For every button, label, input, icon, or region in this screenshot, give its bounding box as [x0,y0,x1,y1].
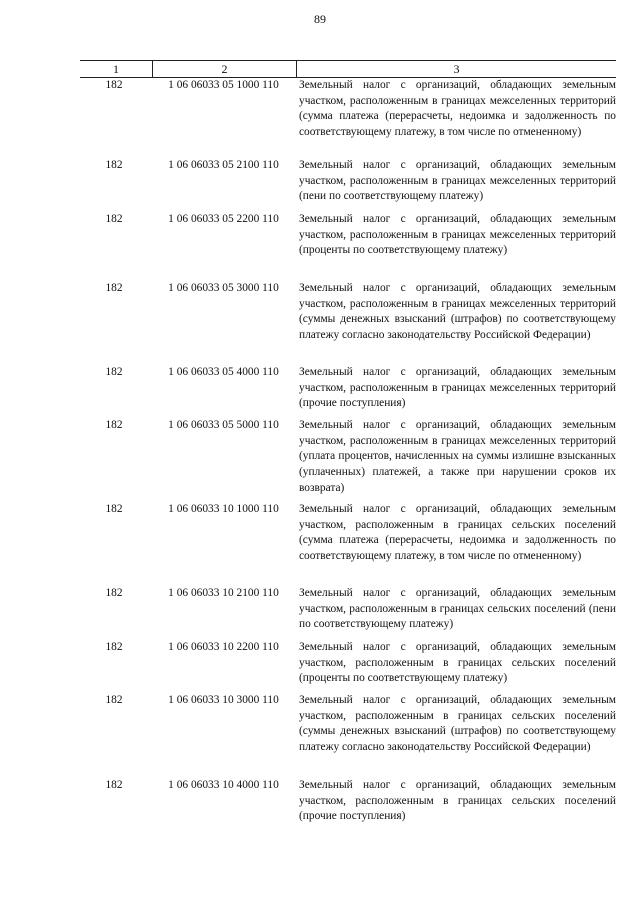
budget-code: 1 06 06033 10 3000 110 [168,694,279,706]
admin-code: 182 [105,366,123,378]
admin-code: 182 [105,587,123,599]
budget-code: 1 06 06033 10 2200 110 [168,641,279,653]
budget-code: 1 06 06033 05 3000 110 [168,282,279,294]
admin-code: 182 [105,79,123,91]
admin-code: 182 [105,159,123,171]
income-description: Земельный налог с организаций, обладающих земельным участком, расположенным в границах межселенных территорий (уплата процентов, начисленных на суммы излишне взысканных (уплаченных) платежей, а также при нарушении сроков их возврата) [299,419,616,494]
header-col-3: 3 [296,61,616,77]
admin-code: 182 [105,641,123,653]
admin-code: 182 [105,779,123,791]
budget-code: 1 06 06033 05 2200 110 [168,213,279,225]
table-row [80,281,616,365]
table-row [80,586,616,640]
income-description: Земельный налог с организаций, обладающих земельным участком, расположенным в границах межселенных территорий (пени по соответствующему платежу) [299,159,616,203]
income-description: Земельный налог с организаций, обладающих земельным участком, расположенным в границах сельских поселений (пени по соответствующему платежу) [299,587,616,631]
table-row [80,640,616,693]
header-col-1: 1 [113,62,119,76]
income-description: Земельный налог с организаций, обладающих земельным участком, расположенным в границах межселенных территорий (проценты по соответствующему платежу) [299,213,616,257]
admin-code: 182 [105,282,123,294]
page-number: 89 [314,12,326,26]
budget-code: 1 06 06033 10 4000 110 [168,779,279,791]
admin-code: 182 [105,419,123,431]
budget-code: 1 06 06033 10 2100 110 [168,587,279,599]
admin-code: 182 [105,503,123,515]
budget-code: 1 06 06033 05 1000 110 [168,79,279,91]
header-col-2: 2 [152,61,296,77]
budget-code: 1 06 06033 05 5000 110 [168,419,279,431]
table-row [80,418,616,502]
income-description: Земельный налог с организаций, обладающих земельным участком, расположенным в границах межселенных территорий (сумма платежа (перерасчеты, недоимка и задолженность по соответствующему платежу, в том числе по отмененному) [299,79,616,139]
budget-code: 1 06 06033 05 2100 110 [168,159,279,171]
income-description: Земельный налог с организаций, обладающих земельным участком, расположенным в границах сельских поселений (сумма платежа (перерасчеты, недоимка и задолженность по соответствующему платежу, в том числе по отмененному) [299,503,616,563]
revenue-codes-table [80,60,616,832]
income-description: Земельный налог с организаций, обладающих земельным участком, расположенным в границах сельских поселений (прочие поступления) [299,779,616,823]
table-header [80,60,616,78]
table-row [80,158,616,212]
income-description: Земельный налог с организаций, обладающих земельным участком, расположенным в границах сельских поселений (суммы денежных взысканий (штрафов) по соответствующему платежу согласно законодательству Российской Федерации) [299,694,616,754]
table-row [80,78,616,158]
income-description: Земельный налог с организаций, обладающих земельным участком, расположенным в границах межселенных территорий (суммы денежных взысканий (штрафов) по соответствующему платежу согласно законодательству Российской Федерации) [299,282,616,342]
table-row [80,365,616,418]
table-row [80,693,616,778]
table-row [80,502,616,586]
budget-code: 1 06 06033 05 4000 110 [168,366,279,378]
table-row [80,212,616,281]
income-description: Земельный налог с организаций, обладающих земельным участком, расположенным в границах межселенных территорий (прочие поступления) [299,366,616,410]
income-description: Земельный налог с организаций, обладающих земельным участком, расположенным в границах сельских поселений (проценты по соответствующему платежу) [299,641,616,685]
admin-code: 182 [105,213,123,225]
budget-code: 1 06 06033 10 1000 110 [168,503,279,515]
admin-code: 182 [105,694,123,706]
table-row [80,778,616,832]
